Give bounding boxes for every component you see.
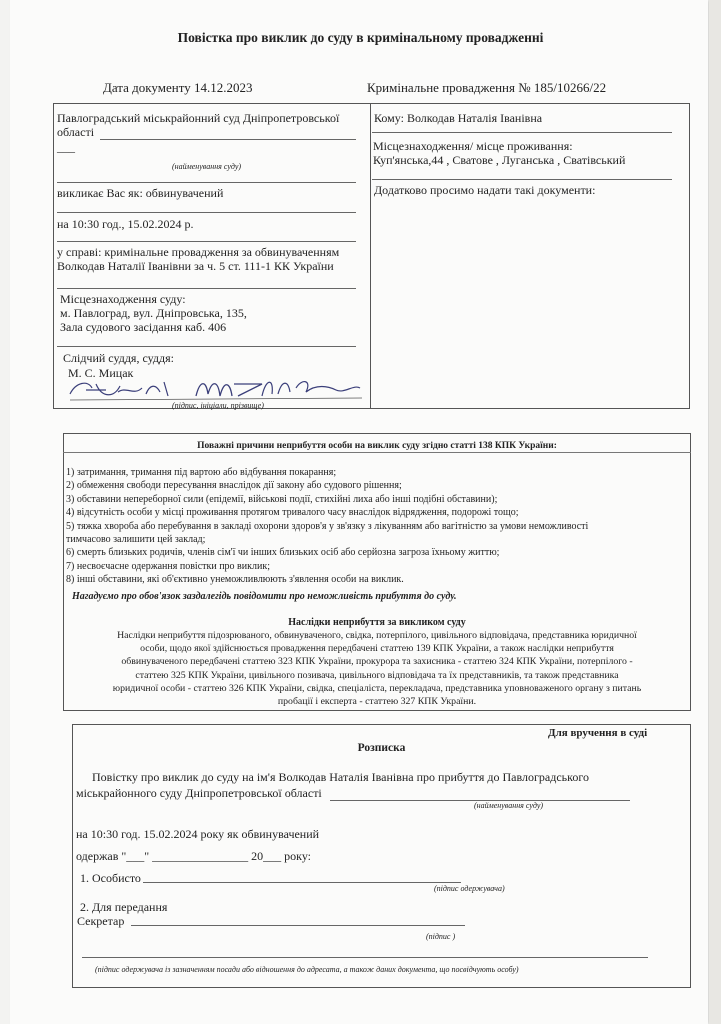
- receipt-line1: Повістку про виклик до суду на ім'я Волкодав Наталія Іванівна про прибуття до Павлоградського: [92, 770, 589, 784]
- reminder-text: Нагадуємо про обов'язок заздалегідь повідомити про неможливість прибуття до суду.: [72, 591, 457, 602]
- receipt-personal: 1. Особисто: [80, 871, 141, 885]
- consequences-text: [66, 629, 688, 708]
- reason-item: 8) інші обставини, які об'єктивно унеможливлюють з'явлення особи на виклик.: [66, 574, 404, 586]
- column-divider: [370, 103, 371, 408]
- judge-title: Слідчий суддя, суддя:: [63, 351, 174, 365]
- consequences-line: обвинуваченого передбачені статтею 323 КПК України, прокурора та захисника - статтею 324 КПК України, потерпілого -: [121, 656, 633, 668]
- court-name-underline: [100, 139, 356, 140]
- court-location-title: Місцезнаходження суду:: [60, 292, 186, 306]
- recipient-name: Кому: Волкодав Наталія Іванівна: [374, 111, 543, 125]
- role-underline: [57, 212, 356, 213]
- case-underline: [57, 288, 356, 289]
- receipt-datetime: на 10:30 год. 15.02.2024 року як обвинувачений: [76, 827, 320, 841]
- court-location-hall: Зала судового засідання каб. 406: [60, 320, 227, 334]
- document-date: Дата документу 14.12.2023: [103, 80, 253, 95]
- hearing-datetime: на 10:30 год., 15.02.2024 р.: [57, 217, 194, 231]
- page-edge: [709, 0, 721, 1024]
- reason-item: 6) смерть близьких родичів, членів сім'ї чи інших близьких осіб або серйозна загроза їхньому життю;: [66, 547, 500, 559]
- consequences-title: Наслідки неприбуття за викликом суду: [288, 617, 466, 628]
- residence-address: Куп'янська,44 , Сватове , Луганська , Сватівський: [373, 153, 626, 167]
- footer-underline: [82, 957, 648, 958]
- reason-item: 1) затримання, тримання під вартою або відбування покарання;: [66, 467, 337, 478]
- receipt-line2: міськрайонного суду Дніпропетровської області: [76, 786, 322, 800]
- document-title: Повістка про виклик до суду в кримінальному провадженні: [177, 30, 544, 45]
- reason-item: тимчасово залишити цей заклад;: [66, 534, 206, 546]
- signature-caption: (підпис, ініціали, прізвище): [172, 401, 264, 410]
- location-underline: [57, 346, 356, 347]
- reason-item: 4) відсутність особи у місці проживання протягом тривалого часу внаслідок відрядження, подорожі тощо;: [66, 507, 519, 519]
- reasons-title: Поважні причини неприбуття особи на виклик суду згідно статті 138 КПК України:: [197, 441, 557, 451]
- court-caption-underline: [57, 182, 356, 183]
- consequences-line: пробації і експерта - статтею 327 КПК України.: [277, 696, 477, 708]
- reason-item: 2) обмеження свободи пересування внаслідок дії закону або судового рішення;: [66, 480, 402, 492]
- case-description-line2: Волкодав Наталії Іванівни за ч. 5 ст. 111-1 КК України: [57, 259, 334, 273]
- reason-item: 5) тяжка хвороба або перебування в закладі охорони здоров'я у зв'язку з лікуванням або вагітністю за умови неможливості: [66, 520, 589, 532]
- received-date: одержав "___" ________________ 20___ року:: [76, 849, 312, 863]
- consequences-line: особи, щодо якої здійснюється провадження передбачені статтею 139 КПК України, а також наслідки неприбуття: [140, 643, 614, 655]
- case-description-line1: у справі: кримінальне провадження за обвинуваченням: [57, 245, 340, 259]
- receipt-title: Розписка: [357, 742, 406, 754]
- personal-underline: [143, 882, 461, 883]
- consequences-line: статтею 325 КПК України, цивільного позивача, цивільного відповідача та їх представників, та також представника: [135, 669, 619, 681]
- residence-title: Місцезнаходження/ місце проживання:: [373, 139, 573, 153]
- court-name-line1: Павлоградський міськрайонний суд Дніпропетровської: [57, 111, 340, 125]
- judge-name: М. С. Мицак: [68, 366, 134, 380]
- residence-underline: [372, 179, 672, 180]
- consequences-line: юридичної особи - статтею 326 КПК України, свідка, спеціаліста, перекладача, представника уповноваженого органу з питань: [112, 682, 642, 694]
- secretary-sign-caption: (підпис ): [426, 932, 456, 941]
- court-name-line2: області: [57, 125, 95, 139]
- court-dash: ___: [57, 140, 75, 154]
- summons-role: викликає Вас як: обвинувачений: [57, 186, 224, 200]
- for-court-label: Для вручення в суді: [548, 727, 648, 739]
- court-caption: (найменування суду): [172, 162, 242, 171]
- secretary-underline: [131, 925, 465, 926]
- recipient-underline: [372, 132, 672, 133]
- receipt-footer-caption: (підпис одержувача із зазначенням посади або відношення до адресата, а також даних документа, що посвідчують особу): [95, 965, 519, 974]
- extra-documents: Додатково просимо надати такі документи:: [374, 183, 596, 197]
- receipt-transfer: 2. Для передання: [80, 900, 168, 914]
- case-number: Кримінальне провадження № 185/10266/22: [367, 80, 607, 95]
- court-location-address: м. Павлоград, вул. Дніпровська, 135,: [60, 306, 247, 320]
- reasons-list: [66, 466, 686, 587]
- reason-item: 7) несвоєчасне одержання повістки про виклик;: [66, 560, 270, 572]
- reason-item: 3) обставини непереборної сили (епідемії, військові події, стихійні лиха або інші подібні обставини);: [66, 493, 498, 505]
- reasons-title-divider: [63, 452, 691, 453]
- recipient-sign-caption: (підпис одержувача): [434, 884, 505, 893]
- consequences-line: Наслідки неприбуття підозрюваного, обвинуваченого, свідка, потерпілого, цивільного відповідача, представника юридичної: [117, 630, 637, 641]
- datetime-underline: [57, 241, 356, 242]
- receipt-court-caption: (найменування суду): [474, 801, 544, 810]
- receipt-secretary: Секретар: [77, 914, 125, 928]
